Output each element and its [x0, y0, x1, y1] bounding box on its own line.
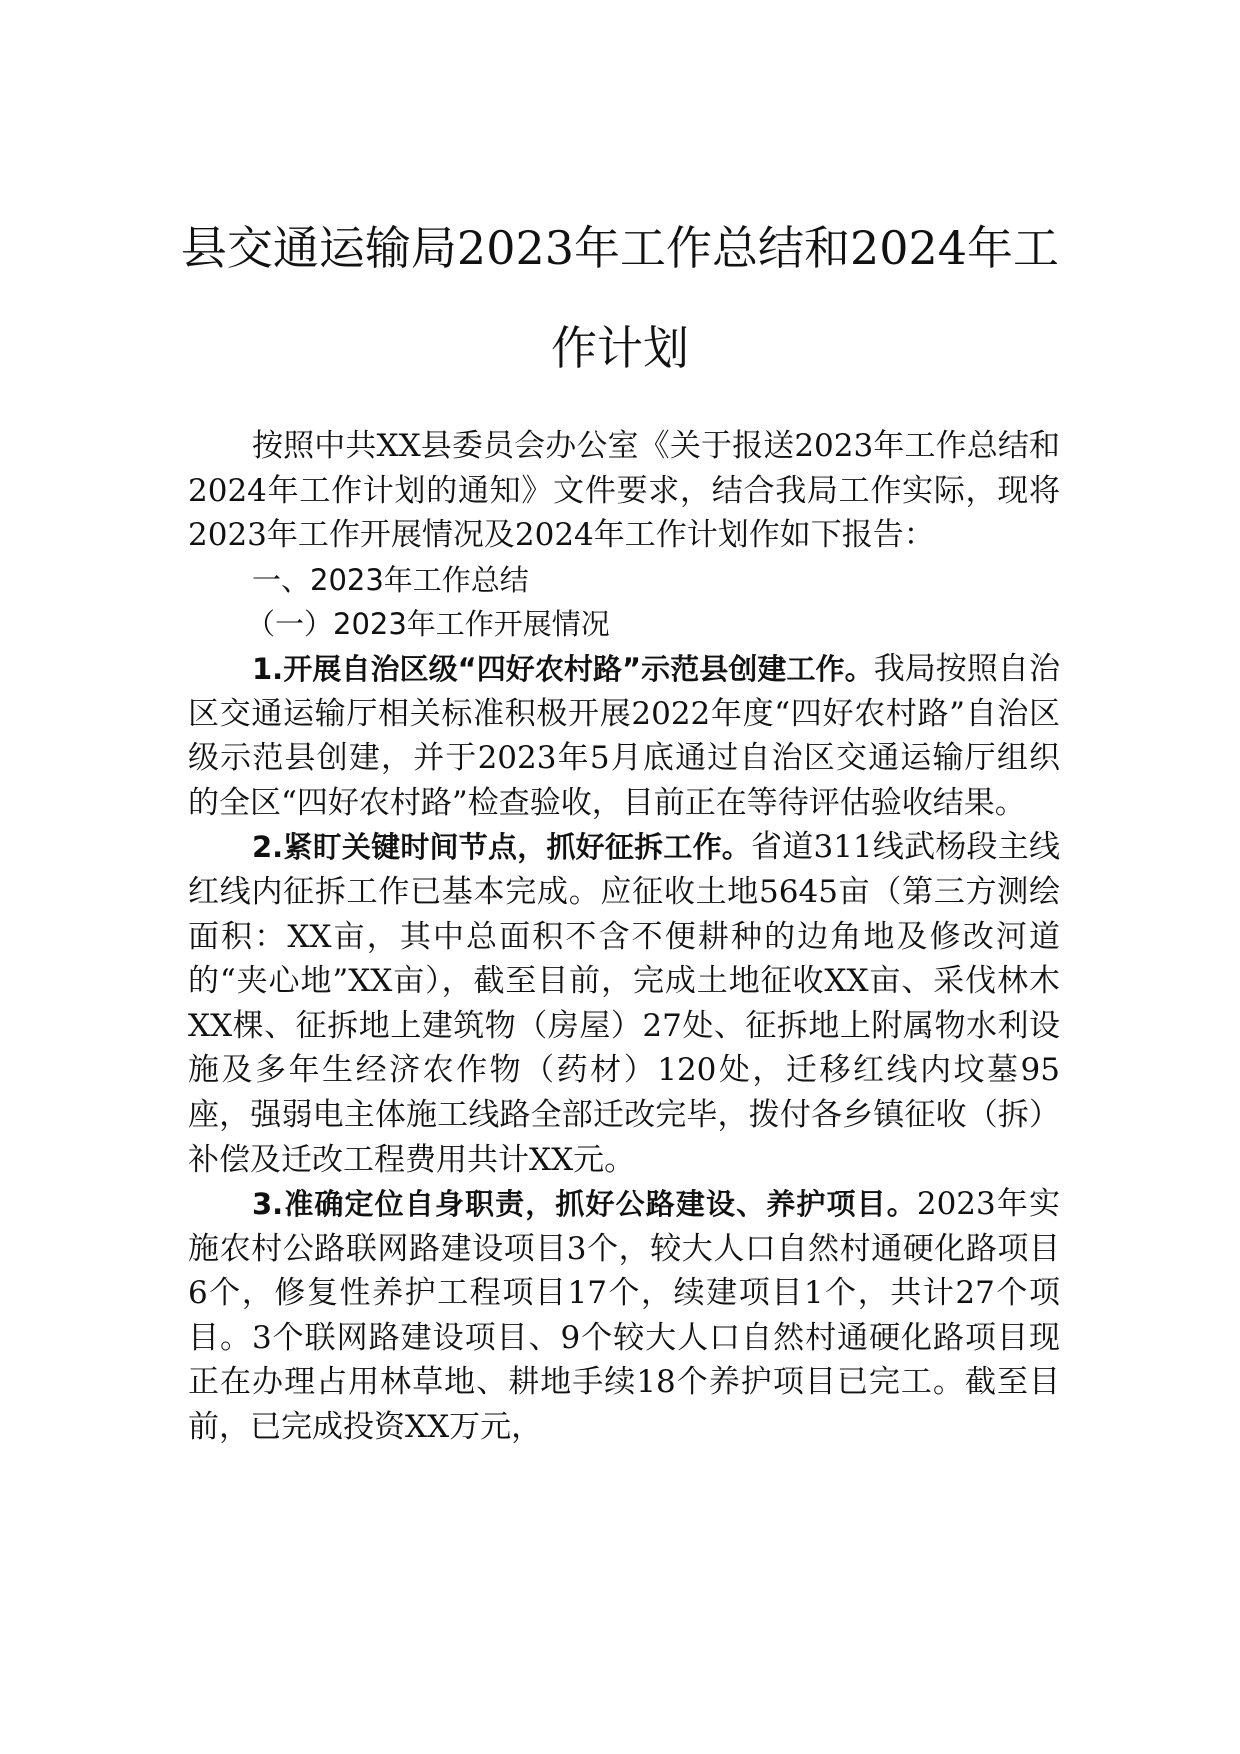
intro-paragraph: 按照中共XX县委员会办公室《关于报送2023年工作总结和2024年工作计划的通知》文件要求，结合我局工作实际，现将2023年工作开展情况及2024年工作计划作如下报告：: [188, 428, 1060, 554]
title-line-2: 作计划: [551, 321, 689, 375]
document-body: [188, 424, 1060, 1450]
item-paragraph-2: [188, 825, 1060, 1182]
subsection-heading-progress: （一）2023年工作开展情况: [246, 607, 610, 642]
title-line-1: 县交通运输局2023年工作总结和2024年工: [180, 221, 1060, 275]
item-text-1: 我局按照自治区交通运输厅相关标准积极开展2022年度“四好农村路”自治区级示范县创建，并于2023年5月底通过自治区交通运输厅组织的全区“四好农村路”检查验收，目前正在等待评估验收结果。: [188, 650, 1060, 821]
section-heading-summary: 一、2023年工作总结: [252, 562, 529, 597]
item-text-3: 2023年实施农村公路联网路建设项目3个，较大人口自然村通硬化路项目6个，修复性养护工程项目17个，续建项目1个，共计27个项目。3个联网路建设项目、9个较大人口自然村通硬化路项目现正在办理占用林草地、耕地手续18个养护项目已完工。截至目前，已完成投资XX万元，: [188, 1186, 1060, 1446]
item-lead-1: 1.开展自治区级“四好农村路”示范县创建工作。: [252, 651, 874, 686]
item-text-2: 省道311线武杨段主线红线内征拆工作已基本完成。应征收土地5645亩（第三方测绘面积：XX亩，其中总面积不含不便耕种的边角地及修改河道的“夹心地”XX亩），截至目前，完成土地征收XX亩、采伐林木XX棵、征拆地上建筑物（房屋）27处、征拆地上附属物水利设施及多年生经济农作物（药材）120处，迁移红线内坟墓95座，强弱电主体施工线路全部迁改完毕，拨付各乡镇征收（拆）补偿及迁改工程费用共计XX元。: [188, 829, 1060, 1178]
item-lead-2: 2.紧盯关键时间节点，抓好征拆工作。: [252, 830, 752, 865]
document-title: [150, 198, 1090, 398]
item-paragraph-1: [188, 647, 1060, 825]
item-paragraph-3: [188, 1182, 1060, 1450]
item-lead-3: 3.准确定位自身职责，抓好公路建设、养护项目。: [252, 1187, 917, 1222]
